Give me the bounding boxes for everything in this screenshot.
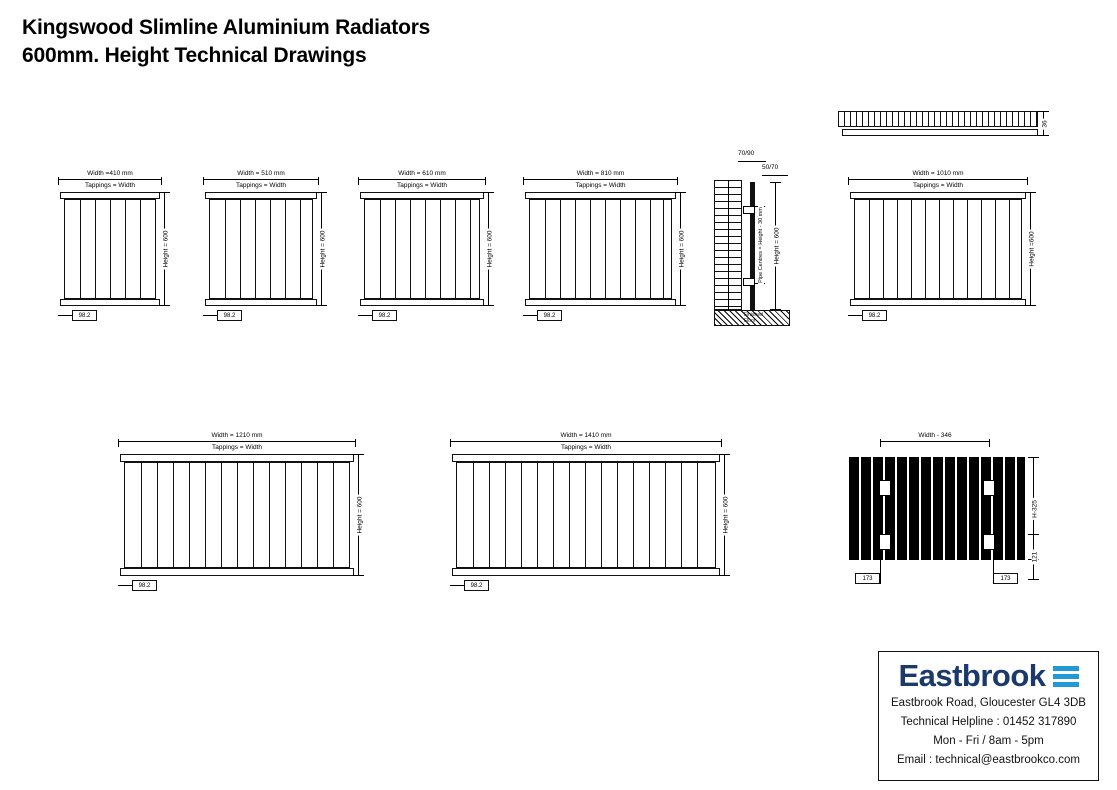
depth-label-box [372, 310, 397, 321]
depth-label: 36 [1041, 119, 1049, 128]
depth-label: 98.2 [223, 312, 236, 319]
top-manifold [525, 192, 676, 199]
radiator-drawing-1010 [848, 168, 1036, 323]
tappings-label: Tappings = Width [560, 444, 612, 451]
height-label: Height = 600 [356, 496, 364, 534]
radiator-drawing-510 [203, 168, 327, 323]
company-address: Eastbrook Road, Gloucester GL4 3DB [891, 697, 1086, 709]
width-label: Width =410 mm [58, 170, 162, 177]
radiator-body [209, 199, 313, 299]
bottom-manifold [452, 568, 720, 576]
wall-dim-70-90: 70/90 [738, 150, 755, 157]
height-dimension [719, 454, 733, 576]
page-title [22, 14, 430, 70]
depth-label-box [862, 310, 887, 321]
foot-right-label: 173 [1000, 575, 1011, 582]
rear-bracket-bottom-right [983, 534, 995, 550]
bottom-manifold [525, 299, 676, 306]
radiator-body [529, 199, 672, 299]
finished-floor-label: Finished Floor [744, 312, 763, 324]
rear-bracket-top-left [879, 480, 891, 496]
height-label: Height = 600 [319, 230, 327, 268]
depth-label-box [72, 310, 97, 321]
top-view-depth-dimension [1038, 111, 1052, 136]
tappings-label: Tappings = Width [912, 182, 964, 189]
top-view-plate [842, 129, 1038, 136]
top-manifold [60, 192, 160, 199]
depth-label-box [464, 580, 489, 591]
foot-left-box [855, 573, 880, 584]
height-dimension [1025, 192, 1039, 306]
rear-width-dimension-line [880, 432, 990, 446]
pipe-centres-dimension [754, 206, 768, 284]
bottom-manifold [360, 299, 484, 306]
opening-hours: Mon - Fri / 8am - 5pm [933, 735, 1044, 747]
foot-right-box [993, 573, 1018, 584]
rear-side-label: 121 [1031, 551, 1039, 563]
radiator-body [124, 462, 350, 568]
top-view-detail [838, 105, 1058, 155]
height-label: Height = 600 [678, 230, 686, 268]
rear-bracket-bottom-left [879, 534, 891, 550]
rear-bracket-top-right [983, 480, 995, 496]
tappings-label: Tappings = Width [211, 444, 263, 451]
pipe-centres-label: Pipe Centres = Height - 30 mm [758, 207, 764, 283]
tappings-label: Tappings = Width [396, 182, 448, 189]
rear-height-label: H-325 [1031, 499, 1039, 518]
height-dimension [675, 192, 689, 306]
bottom-manifold [120, 568, 354, 576]
radiator-drawing-1410 [450, 430, 730, 590]
radiator-drawing-1210 [118, 430, 364, 590]
depth-label-box [217, 310, 242, 321]
top-manifold [205, 192, 317, 199]
height-label: Height = 600 [773, 227, 781, 265]
eastbrook-logo-icon [1053, 666, 1079, 687]
radiator-body [364, 199, 480, 299]
height-dimension [353, 454, 367, 576]
radiator-body [456, 462, 716, 568]
contact-email: Email : technical@eastbrookco.com [897, 754, 1080, 766]
rear-view-detail [845, 430, 1045, 590]
height-label: Height = 600 [486, 230, 494, 268]
width-label: Width = 1410 mm [450, 432, 722, 439]
bottom-manifold [205, 299, 317, 306]
technical-helpline: Technical Helpline : 01452 317890 [900, 716, 1077, 728]
radiator-body [64, 199, 156, 299]
width-label: Width = 1210 mm [118, 432, 356, 439]
tappings-label: Tappings = Width [575, 182, 626, 189]
depth-label: 98.2 [78, 312, 91, 319]
height-dimension [159, 192, 173, 306]
tappings-label: Tappings = Width [84, 182, 136, 189]
height-dimension [483, 192, 497, 306]
radiator-drawing-610 [358, 168, 494, 323]
top-manifold [120, 454, 354, 462]
width-label: Width = 810 mm [523, 170, 678, 177]
brand-logo [879, 652, 1098, 694]
wall-mount-detail [710, 150, 805, 345]
top-manifold [452, 454, 720, 462]
brand-name: Eastbrook [898, 658, 1046, 693]
depth-label: 98.2 [868, 312, 881, 319]
radiator-body [854, 199, 1022, 299]
depth-label-box [132, 580, 157, 591]
height-dimension [316, 192, 330, 306]
title-line-2: 600mm. Height Technical Drawings [22, 44, 367, 67]
title-line-1: Kingswood Slimline Aluminium Radiators [22, 16, 431, 39]
bottom-manifold [850, 299, 1026, 306]
top-manifold [850, 192, 1026, 199]
width-label: Width = 510 mm [203, 170, 319, 177]
depth-label: 98.2 [543, 312, 556, 319]
depth-label: 98.2 [378, 312, 391, 319]
depth-label-box [537, 310, 562, 321]
top-manifold [360, 192, 484, 199]
wall-dim-50-70: 50/70 [762, 164, 779, 171]
depth-label: 98.2 [138, 582, 151, 589]
tappings-label: Tappings = Width [235, 182, 287, 189]
foot-left-label: 173 [862, 575, 873, 582]
company-info-block [878, 651, 1099, 781]
height-label: Height = 600 [162, 230, 170, 268]
rear-width-label: Width - 346 [880, 432, 990, 439]
bottom-manifold [60, 299, 160, 306]
depth-label: 98.2 [470, 582, 483, 589]
radiator-drawing-810 [523, 168, 686, 323]
width-label: Width = 610 mm [358, 170, 486, 177]
radiator-drawing-410 [58, 168, 170, 323]
height-label: Height = 600 [722, 496, 730, 534]
rear-side-dimension [1028, 534, 1042, 580]
rear-radiator-body [849, 457, 1025, 560]
top-view-fins [838, 111, 1038, 127]
height-dimension [770, 182, 784, 310]
height-label: Height =600 [1028, 231, 1036, 267]
width-label: Width = 1010 mm [848, 170, 1028, 177]
